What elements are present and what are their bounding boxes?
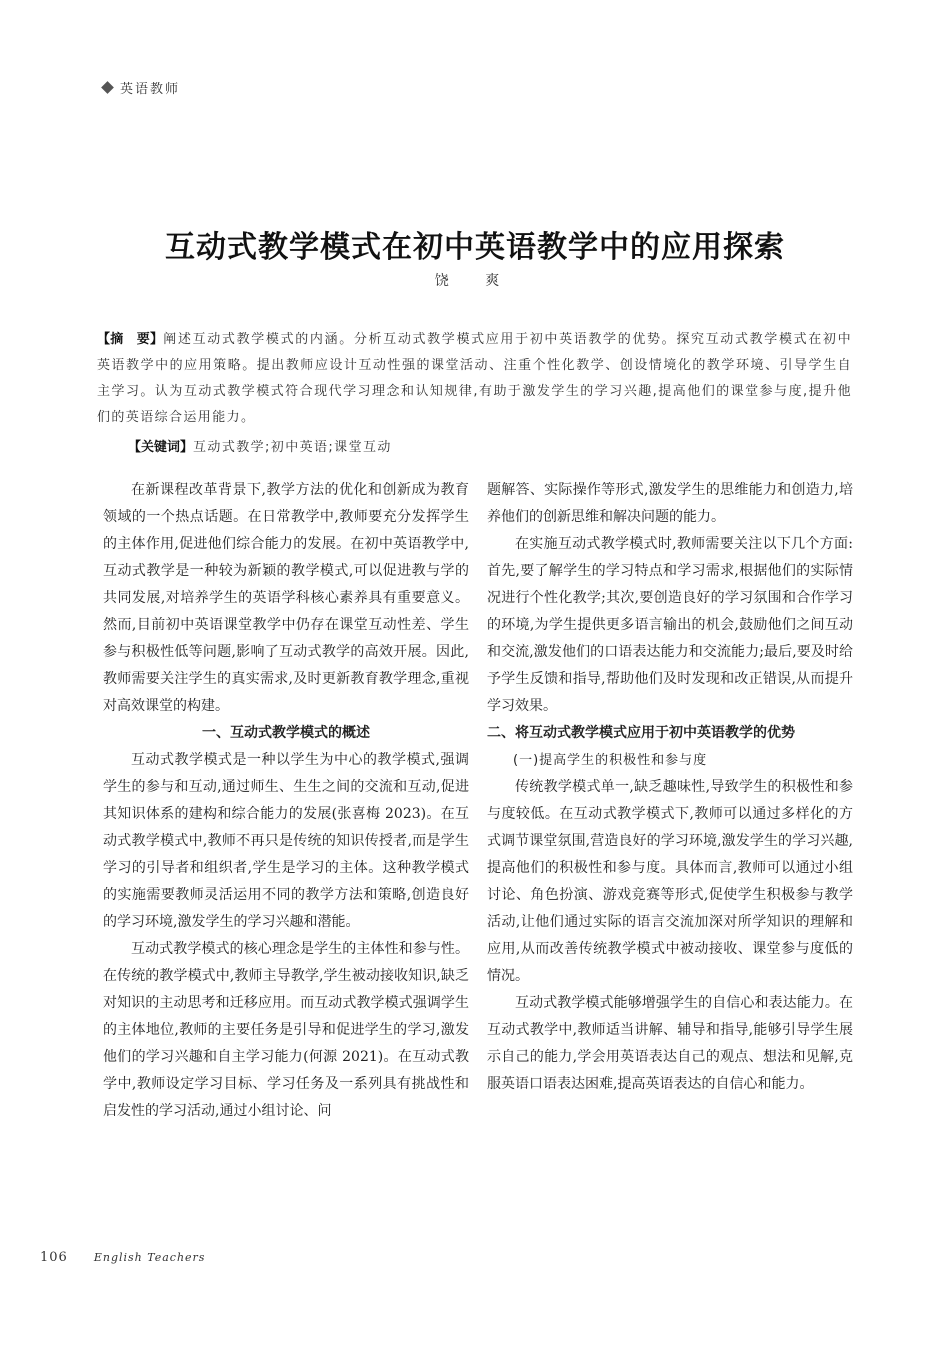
abstract — [97, 327, 852, 431]
paragraph: 在新课程改革背景下,教学方法的优化和创新成为教育领域的一个热点话题。在日常教学中,教师要充分发挥学生的主体作用,促进他们综合能力的发展。在初中英语教学中,互动式教学是一种较为新颖的教学模式,可以促进教与学的共同发展,对培养学生的英语学科核心素养具有重要意义。然而,目前初中英语课堂教学中仍存在课堂互动性差、学生参与积极性低等问题,影响了互动式教学的高效开展。因此,教师需要关注学生的真实需求,及时更新教育教学理念,重视对高效课堂的构建。 — [103, 482, 469, 714]
right-column — [487, 477, 853, 1098]
section-heading: 一、互动式教学模式的概述 — [202, 725, 370, 741]
section-heading: 二、将互动式教学模式应用于初中英语教学的优势 — [487, 725, 795, 741]
abstract-text: 阐述互动式教学模式的内涵。分析互动式教学模式应用于初中英语教学的优势。探究互动式教学模式在初中英语教学中的应用策略。提出教师应设计互动性强的课堂活动、注重个性化教学、创设情境化的教学环境、引导学生自主学习。认为互动式教学模式符合现代学习理念和认知规律,有助于激发学生的学习兴趣,提高他们的课堂参与度,提升他们的英语综合运用能力。 — [97, 332, 852, 425]
diamond-icon — [101, 81, 114, 94]
article-author: 饶 爽 — [434, 273, 516, 289]
paragraph: 互动式教学模式是一种以学生为中心的教学模式,强调学生的参与和互动,通过师生、生生之间的交流和互动,促进其知识体系的建构和综合能力的发展(张喜梅 2023)。在互动式教学模式中,教师不再只是传统的知识传授者,而是学生学习的引导者和组织者,学生是学习的主体。这种教学模式的实施需要教师灵活运用不同的教学方法和策略,创造良好的学习环境,激发学生的学习兴趣和潜能。 — [103, 752, 469, 930]
paragraph: 互动式教学模式的核心理念是学生的主体性和参与性。在传统的教学模式中,教师主导教学,学生被动接收知识,缺乏对知识的主动思考和迁移应用。而互动式教学模式强调学生的主体地位,教师的主要任务是引导和促进学生的学习,激发他们的学习兴趣和自主学习能力(何源 2021)。在互动式教学中,教师设定学习目标、学习任务及一系列具有挑战性和启发性的学习活动,通过小组讨论、问 — [103, 941, 469, 1119]
section-label: 英语教师 — [120, 82, 181, 97]
keywords-label: 【关键词】 — [128, 440, 194, 455]
paragraph: 互动式教学模式能够增强学生的自信心和表达能力。在互动式教学中,教师适当讲解、辅导和指导,能够引导学生展示自己的能力,学会用英语表达自己的观点、想法和见解,克服英语口语表达困难,提高英语表达的自信心和能力。 — [487, 995, 853, 1092]
subsection-heading: (一)提高学生的积极性和参与度 — [513, 753, 708, 768]
paragraph: 在实施互动式教学模式时,教师需要关注以下几个方面:首先,要了解学生的学习特点和学习需求,根据他们的实际情况进行个性化教学;其次,要创造良好的学习氛围和合作学习的环境,为学生提供更多语言输出的机会,鼓励他们之间互动和交流,激发他们的口语表达能力和交流能力;最后,要及时给予学生反馈和指导,帮助他们及时发现和改正错误,从而提升学习效果。 — [487, 536, 853, 714]
keywords-text: 互动式教学;初中英语;课堂互动 — [193, 440, 392, 455]
section-header — [103, 78, 180, 97]
paragraph: 传统教学模式单一,缺乏趣味性,导致学生的积极性和参与度较低。在互动式教学模式下,教师可以通过多样化的方式调节课堂氛围,营造良好的学习环境,激发学生的学习兴趣,提高他们的积极性和参与度。具体而言,教师可以通过小组讨论、角色扮演、游戏竞赛等形式,促使学生积极参与教学活动,让他们通过实际的语言交流加深对所学知识的理解和应用,从而改善传统教学模式中被动接收、课堂参与度低的情况。 — [487, 779, 853, 984]
page-number: 106 — [40, 1250, 68, 1265]
paragraph: 题解答、实际操作等形式,激发学生的思维能力和创造力,培养他们的创新思维和解决问题的能力。 — [487, 482, 853, 525]
left-column — [103, 477, 469, 1125]
page-footer — [40, 1250, 205, 1265]
keywords — [128, 436, 392, 455]
abstract-label: 【摘 要】 — [97, 332, 164, 347]
journal-name: English Teachers — [93, 1251, 206, 1264]
article-title: 互动式教学模式在初中英语教学中的应用探索 — [165, 230, 785, 265]
